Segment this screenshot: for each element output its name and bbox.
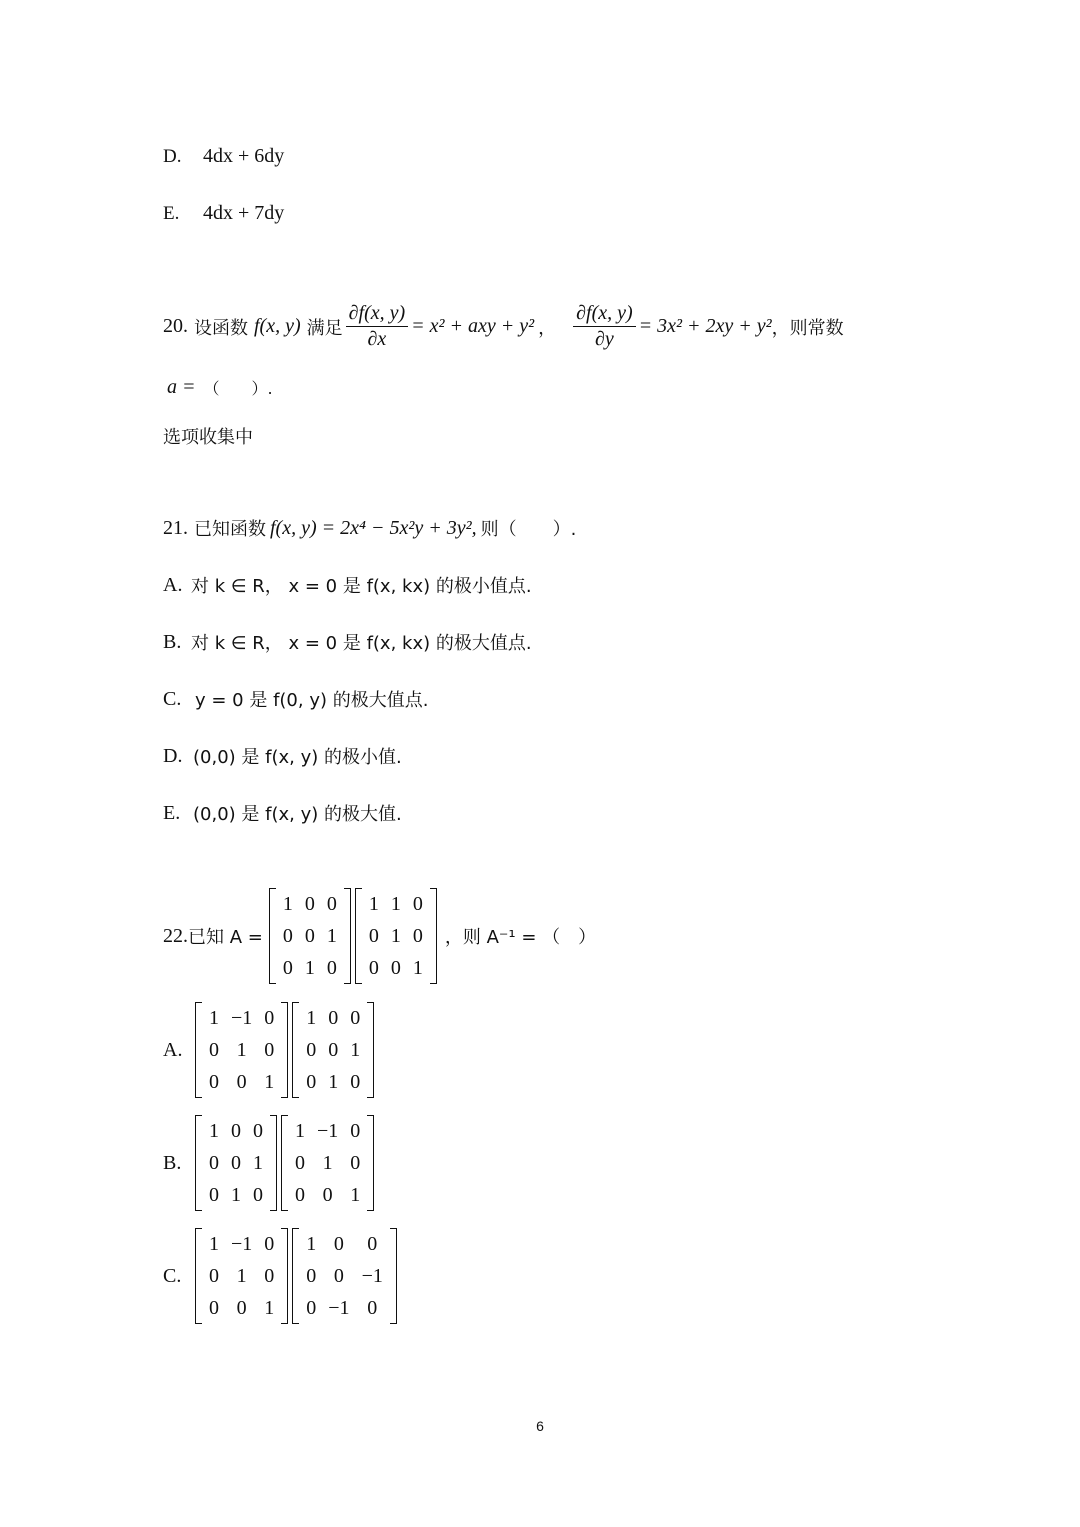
matrix-cell: 1 bbox=[368, 892, 379, 915]
matrix-cell: 0 bbox=[367, 1232, 378, 1255]
matrix-cell: −1 bbox=[231, 1006, 253, 1029]
matrix bbox=[195, 1228, 288, 1324]
matrix bbox=[269, 888, 351, 984]
matrix bbox=[195, 1115, 277, 1211]
page-number: 6 bbox=[536, 1418, 544, 1434]
matrix-cell: 0 bbox=[412, 924, 423, 947]
matrix-cell: 0 bbox=[322, 1183, 333, 1206]
matrix-cell: 0 bbox=[209, 1264, 219, 1287]
matrix-cell: 0 bbox=[282, 956, 293, 979]
option-label: E. bbox=[163, 202, 180, 224]
q20-note bbox=[163, 423, 253, 449]
matrix-cell: 0 bbox=[209, 1038, 219, 1061]
matrix-cell: 0 bbox=[236, 1070, 247, 1093]
matrix-cell: 1 bbox=[306, 1006, 317, 1029]
matrix-cell: 1 bbox=[236, 1038, 247, 1061]
matrix-cell: 0 bbox=[350, 1006, 361, 1029]
matrix-cell: 0 bbox=[253, 1119, 263, 1142]
matrix-cell: 0 bbox=[333, 1232, 344, 1255]
q22-option-a bbox=[163, 1002, 376, 1098]
matrix-cell: 0 bbox=[264, 1038, 275, 1061]
options-pending-note: 选项收集中 bbox=[163, 427, 253, 448]
matrix bbox=[355, 888, 437, 984]
q21-stem bbox=[163, 515, 576, 541]
q21-option-d bbox=[163, 743, 402, 769]
matrix-cell: 0 bbox=[412, 892, 423, 915]
matrix-cell: 1 bbox=[390, 924, 401, 947]
matrix-cell: 0 bbox=[368, 924, 379, 947]
option-label: A. bbox=[163, 573, 183, 596]
q20-rhs2: = 3x² + 2xy + y² bbox=[638, 315, 772, 337]
matrix-cell: 0 bbox=[209, 1296, 219, 1319]
option-label: B. bbox=[163, 630, 182, 653]
q20-answer-var: a = bbox=[167, 376, 196, 398]
q20-stem bbox=[163, 302, 844, 351]
matrix-cell: 0 bbox=[368, 956, 379, 979]
matrix-cell: 0 bbox=[306, 1070, 317, 1093]
matrix-cell: 1 bbox=[295, 1119, 305, 1142]
matrix-cell: 0 bbox=[264, 1006, 275, 1029]
matrix-cell: 0 bbox=[326, 956, 337, 979]
matrix-cell: 0 bbox=[306, 1296, 317, 1319]
option-text: 4dx + 6dy bbox=[203, 145, 285, 167]
matrix-cell: −1 bbox=[328, 1296, 350, 1319]
matrix-cell: 0 bbox=[209, 1183, 219, 1206]
option-label: B. bbox=[163, 1151, 182, 1174]
option-label: C. bbox=[163, 687, 182, 710]
matrix-cell: 0 bbox=[328, 1006, 339, 1029]
matrix-cell: 0 bbox=[231, 1119, 241, 1142]
fraction-denominator: ∂y bbox=[595, 328, 614, 350]
matrix-cell: 0 bbox=[350, 1151, 361, 1174]
q19-option-e bbox=[163, 202, 284, 225]
option-label: E. bbox=[163, 801, 181, 824]
fraction-numerator: ∂f(x, y) bbox=[573, 302, 636, 327]
q21-stem-cn: 已知函数 bbox=[194, 519, 266, 540]
matrix-cell: −1 bbox=[361, 1264, 383, 1287]
matrix-cell: 0 bbox=[282, 924, 293, 947]
matrix-cell: 0 bbox=[209, 1151, 219, 1174]
q21-stem-tail: 则（ ）. bbox=[480, 519, 577, 540]
matrix-cell: 0 bbox=[304, 924, 315, 947]
matrix-cell: −1 bbox=[231, 1232, 253, 1255]
matrix-cell: 1 bbox=[209, 1232, 219, 1255]
matrix-cell: 1 bbox=[306, 1232, 317, 1255]
matrix-cell: 0 bbox=[253, 1183, 263, 1206]
matrix-cell: 0 bbox=[231, 1151, 241, 1174]
q20-satisfies: 满足 bbox=[306, 317, 343, 339]
option-label: D. bbox=[163, 744, 183, 767]
q21-stem-math: f(x, y) = 2x⁴ − 5x²y + 3y², bbox=[270, 516, 477, 539]
matrix-cell: 1 bbox=[236, 1264, 247, 1287]
matrix-cell: 0 bbox=[209, 1070, 219, 1093]
option-text: 对 k ∈ R， x = 0 是 f(x, kx) 的极大值点. bbox=[191, 633, 532, 654]
option-text: y = 0 是 f(0, y) 的极大值点. bbox=[195, 690, 429, 711]
q20-sep: ， bbox=[538, 317, 557, 339]
option-label: C. bbox=[163, 1264, 182, 1287]
matrix-cell: 1 bbox=[322, 1151, 333, 1174]
matrix bbox=[281, 1115, 374, 1211]
q20-ask: ，则常数 bbox=[771, 317, 844, 339]
matrix-cell: 0 bbox=[264, 1232, 275, 1255]
q21-option-a bbox=[163, 572, 532, 598]
option-label: A. bbox=[163, 1038, 183, 1061]
q22-stem bbox=[163, 888, 596, 984]
q22-option-c bbox=[163, 1228, 399, 1324]
fraction-denominator: ∂x bbox=[367, 328, 387, 350]
matrix-cell: 1 bbox=[264, 1070, 275, 1093]
matrix-cell: 0 bbox=[367, 1296, 378, 1319]
matrix-cell: 1 bbox=[412, 956, 423, 979]
question-number: 22. bbox=[163, 924, 188, 947]
matrix-cell: 0 bbox=[333, 1264, 344, 1287]
matrix-cell: 1 bbox=[209, 1119, 219, 1142]
matrix-cell: 1 bbox=[209, 1006, 219, 1029]
matrix-cell: 1 bbox=[350, 1038, 361, 1061]
matrix-cell: 1 bbox=[328, 1070, 339, 1093]
matrix-cell: 0 bbox=[350, 1070, 361, 1093]
matrix-cell: −1 bbox=[317, 1119, 339, 1142]
answer-paren: （ ）. bbox=[203, 379, 273, 398]
matrix-cell: 1 bbox=[282, 892, 293, 915]
matrix-cell: 0 bbox=[304, 892, 315, 915]
matrix-cell: 0 bbox=[326, 892, 337, 915]
option-text: (0,0) 是 f(x, y) 的极大值. bbox=[193, 804, 402, 825]
q22-option-b bbox=[163, 1115, 376, 1211]
question-number: 21. bbox=[163, 516, 188, 539]
q21-option-e bbox=[163, 800, 402, 826]
option-label: D. bbox=[163, 145, 182, 167]
matrix bbox=[292, 1002, 374, 1098]
matrix-cell: 0 bbox=[328, 1038, 339, 1061]
q20-answer-line bbox=[163, 376, 273, 399]
q22-stem: 已知 A = bbox=[188, 927, 263, 948]
q22-tail: ，则 A⁻¹ = （ ） bbox=[444, 927, 597, 948]
matrix-cell: 0 bbox=[236, 1296, 247, 1319]
q20-rhs1: = x² + axy + y² bbox=[411, 315, 535, 337]
option-text: 4dx + 7dy bbox=[203, 202, 285, 224]
matrix-cell: 1 bbox=[304, 956, 315, 979]
matrix-cell: 0 bbox=[295, 1151, 305, 1174]
q21-option-b bbox=[163, 629, 532, 655]
matrix-cell: 1 bbox=[326, 924, 337, 947]
matrix-cell: 0 bbox=[390, 956, 401, 979]
matrix-cell: 1 bbox=[253, 1151, 263, 1174]
matrix-cell: 1 bbox=[264, 1296, 275, 1319]
partial-x-fraction bbox=[346, 302, 409, 351]
matrix bbox=[195, 1002, 288, 1098]
q21-option-c bbox=[163, 686, 428, 712]
question-number: 20. bbox=[163, 315, 188, 337]
matrix-cell: 0 bbox=[295, 1183, 305, 1206]
q20-intro: 设函数 bbox=[194, 317, 248, 339]
option-text: (0,0) 是 f(x, y) 的极小值. bbox=[193, 747, 402, 768]
matrix-cell: 0 bbox=[306, 1264, 317, 1287]
fraction-numerator: ∂f(x, y) bbox=[346, 302, 409, 327]
partial-y-fraction bbox=[573, 302, 636, 351]
option-text: 对 k ∈ R， x = 0 是 f(x, kx) 的极小值点. bbox=[191, 576, 532, 597]
q20-func: f(x, y) bbox=[254, 315, 301, 337]
matrix-cell: 1 bbox=[350, 1183, 361, 1206]
matrix bbox=[292, 1228, 397, 1324]
matrix-cell: 0 bbox=[264, 1264, 275, 1287]
q19-option-d bbox=[163, 145, 284, 168]
matrix-cell: 0 bbox=[350, 1119, 361, 1142]
matrix-cell: 1 bbox=[390, 892, 401, 915]
matrix-cell: 0 bbox=[306, 1038, 317, 1061]
matrix-cell: 1 bbox=[231, 1183, 241, 1206]
